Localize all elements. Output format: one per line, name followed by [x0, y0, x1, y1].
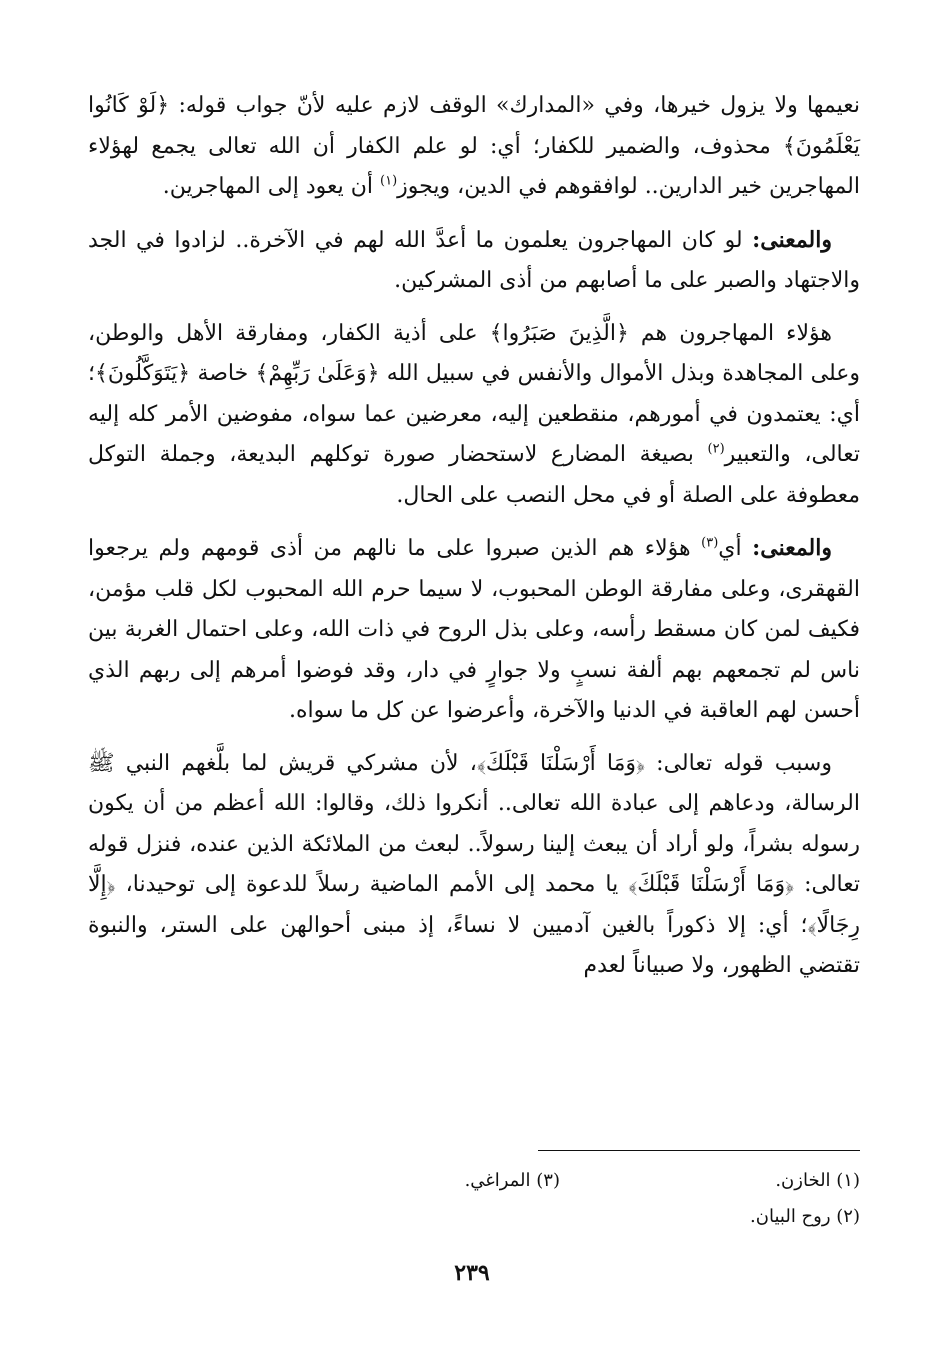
text-segment: أي [718, 536, 753, 561]
footnote-row [88, 1163, 860, 1199]
footnote-separator [538, 1150, 860, 1151]
text-segment: أن يعود إلى المهاجرين. [162, 174, 381, 199]
paragraph-2 [88, 220, 860, 302]
footnote-marker: (٣) [701, 535, 719, 551]
paragraph-5 [88, 744, 860, 987]
paragraph-4 [88, 528, 860, 732]
paragraph-lead: والمعنى: [752, 535, 832, 561]
text-segment: هؤلاء المهاجرون هم ﴿الَّذِينَ صَبَرُوا﴾ على أذية الكفار، ومفارقة الأهل والوطن، وعلى المجاهدة وبذل الأموال والأنفس في سبيل الله ﴿وَعَلَىٰ رَبِّهِمْ﴾ خاصة ﴿يَتَوَكَّلُونَ﴾؛ أي: يعتمدون في أمورهم، منقطعين إليه، معرضين عما سواه، مفوضين الأمر كله إليه تعالى، والتعبير [88, 320, 860, 467]
text-segment: وسبب قوله تعالى: ﴿وَمَا أَرْسَلْنَا قَبْلَكَ﴾، لأن مشركي قريش لما بلَّغهم النبي ﷺ الرسالة، ودعاهم إلى عبادة الله تعالى.. أنكروا ذلك، وقالوا: الله أعظم من أن يكون رسوله بشراً، ولو أراد أن يبعث إلينا رسولاً.. لبعث من الملائكة الذين عنده، فنزل قوله تعالى: ﴿وَمَا أَرْسَلْنَا قَبْلَكَ﴾ يا محمد إلى الأمم الماضية رسلاً للدعوة إلى توحيدنا، ﴿إِلَّا رِجَالًا﴾؛ أي: إلا ذكوراً بالغين آدميين لا نساءً، إذ مبنى أحوالهن على الستر، والنبوة تقتضي الظهور، ولا صبياناً لعدم [88, 750, 860, 978]
footnotes [88, 1163, 860, 1235]
paragraph-1 [88, 86, 860, 208]
paragraph-3 [88, 314, 860, 517]
text-segment: نعيمها ولا يزول خيرها، وفي «المدارك» الوقف لازم عليه لأنّ جواب قوله: ﴿لَوْ كَانُوا يَعْلَمُونَ﴾ محذوف، والضمير للكفار؛ أي: لو علم الكفار أن الله تعالى يجمع لهؤلاء المهاجرين خير الدارين.. لوافقوهم في الدين، ويجوز [88, 93, 860, 199]
text-segment: هؤلاء هم الذين صبروا على ما نالهم من أذى قومهم ولم يرجعوا القهقرى، وعلى مفارقة الوطن المحبوب، لا سيما حرم الله المحبوب لكل قلب مؤمن، فكيف لمن كان مسقط رأسه، وعلى بذل الروح في ذات الله، وعلى احتمال الغربة بين ناس لم تجمعهم بهم ألفة نسبٍ ولا جوارٍ في دار، وقد فوضوا أمرهم إلى ربهم الذي أحسن لهم العاقبة في الدنيا والآخرة، وأعرضوا عن كل ما سواه. [88, 536, 860, 723]
paragraph-lead: والمعنى: [752, 226, 832, 253]
text-segment: لو كان المهاجرون يعلمون ما أعدَّ الله لهم في الآخرة.. لزادوا في الجد والاجتهاد والصبر على ما أصابهم من أذى المشركين. [88, 227, 860, 293]
footnote-2: (٢) روح البيان. [750, 1206, 860, 1227]
footnote-1: (١) الخازن. [775, 1170, 860, 1191]
footnote-marker: (٢) [707, 441, 725, 457]
footnote-row [88, 1199, 860, 1235]
main-text [88, 86, 860, 999]
footnote-3: (٣) المراغي. [464, 1170, 560, 1191]
text-segment: بصيغة المضارع لاستحضار صورة توكلهم البديعة، وجملة التوكل معطوفة على الصلة أو في محل النصب على الحال. [88, 442, 860, 508]
page-number: ٢٣٩ [454, 1260, 490, 1286]
footnote-marker: (١) [380, 173, 398, 189]
